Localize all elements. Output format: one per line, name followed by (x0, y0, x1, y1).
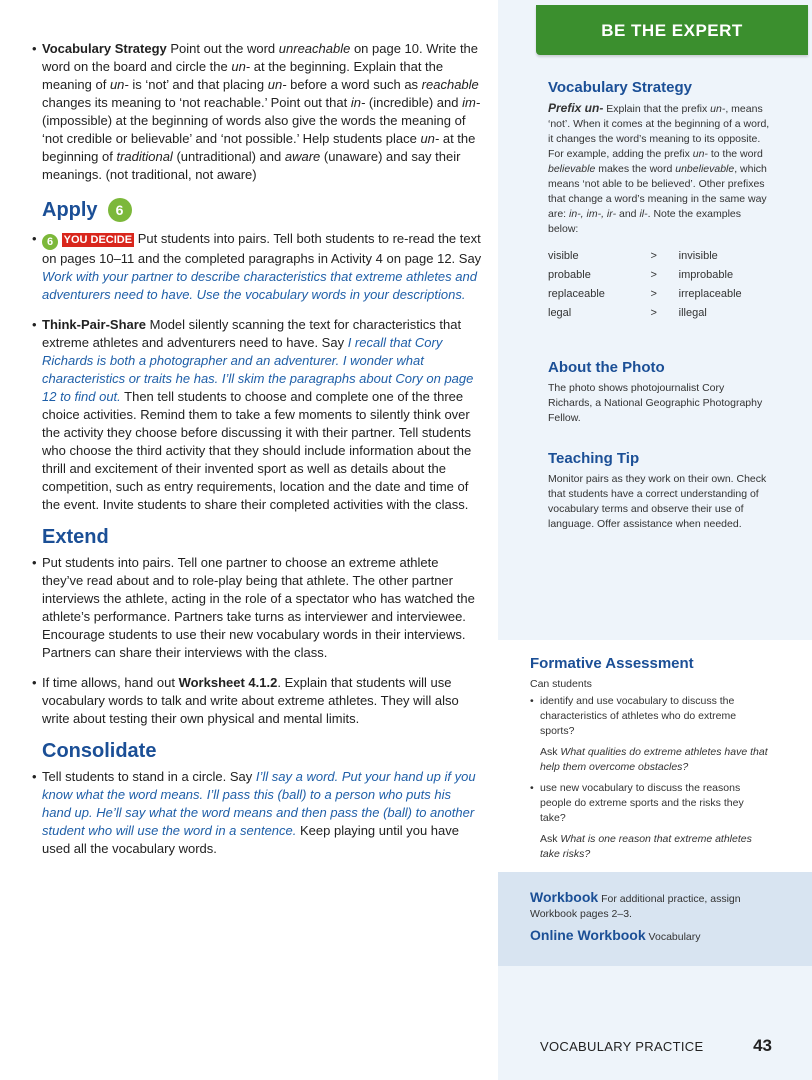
teacher-say-text: I’ll say a word. Put your hand up if you know what the word means. I’ll pass this (ball) to a person who puts his hand up. He’ll say what the word means and then pass the (ball) to another student who will use the word in a sentence. (42, 769, 476, 838)
table-row: legal > illegal (548, 307, 707, 319)
workbook-line: Workbook For additional practice, assign Workbook pages 2–3. (530, 889, 741, 920)
prefix-examples-table (548, 247, 768, 323)
you-decide-badge: YOU DECIDE (63, 234, 133, 246)
left-column (32, 40, 482, 870)
activity-number-badge: 6 (108, 198, 132, 222)
formative-bullet: • identify and use vocabulary to discuss the characteristics of athletes who do extreme sports? (530, 694, 770, 739)
about-the-photo-box (548, 360, 770, 426)
table-row: visible > invisible (548, 250, 718, 262)
table-row: probable > improbable (548, 269, 734, 281)
teaching-tip-text: Monitor pairs as they work on their own. Check that students have a correct understanding of vocabulary terms and observe their use of language. Offer assistance when needed. (548, 473, 767, 530)
consolidate-bullet: • Tell students to stand in a circle. Say I’ll say a word. Put your hand up if you know what the word means. I’ll pass this (ball) to a person who puts his hand up. He’ll say what the word means and then pass the (ball) to another student who will use the word in a sentence. Keep playing until you have used all the vocabulary words. (32, 768, 482, 858)
apply-heading: Apply 6 (42, 198, 482, 222)
consolidate-heading: Consolidate (42, 740, 157, 762)
section-label: VOCABULARY PRACTICE (540, 1039, 704, 1054)
formative-ask: Ask What qualities do extreme athletes have that help them overcome obstacles? (540, 746, 768, 773)
extend-bullet-worksheet: • If time allows, hand out Worksheet 4.1.2. Explain that students will use vocabulary words to talk and write about extreme athletes. They will also write about testing their own physical and mental limits. (32, 674, 482, 728)
activity-number-icon: 6 (42, 234, 58, 250)
teacher-say-text: I recall that Cory Richards is both a photographer and an adventurer. I wonder what characteristics or traits he has. I’ll skim the paragraphs about Cory on page 12 to find out. (42, 335, 474, 404)
vocabulary-strategy-box (548, 80, 770, 323)
page-number: 43 (753, 1036, 772, 1055)
formative-ask: Ask What is one reason that extreme athletes take risks? (540, 833, 752, 860)
teacher-say-text: Work with your partner to describe characteristics that extreme athletes and adventurers need to have. Use the vocabulary words in your descriptions. (42, 269, 477, 302)
extend-bullet-roleplay: • Put students into pairs. Tell one partner to choose an extreme athlete they’ve read about and to role-play being that athlete. The other partner interviews the athlete, acting in the role of a spectator who has watched the athlete’s performance. Partners take turns as interviewer and interviewee. Encourage students to use their new vocabulary words in their interviews. Partners can share their interviews with the class. (32, 554, 482, 662)
teaching-tip-box (548, 451, 770, 532)
prefix-explanation: Prefix un- Explain that the prefix un-, means ‘not’. When it comes at the beginning of a word, it changes the word’s meaning to its opposite. For example, adding the prefix un- to the word believable makes the word unbelievable, which means ‘not able to be believed’. Other prefixes that change a word’s meaning in the same way are: in-, im-, ir- and il-. Note the examples below: (548, 101, 770, 235)
formative-bullet: • use new vocabulary to discuss the reasons people do extreme sports and the risks they take? (530, 781, 770, 826)
formative-intro: Can students (530, 678, 592, 690)
online-workbook-line: Online Workbook Vocabulary (530, 927, 701, 943)
formative-assessment-heading: Formative Assessment (530, 655, 694, 672)
formative-assessment-box (530, 656, 770, 868)
workbook-box (530, 890, 780, 945)
page-footer (540, 1036, 772, 1056)
be-the-expert-tab: BE THE EXPERT (536, 5, 808, 55)
you-decide-bullet: • 6 YOU DECIDE Put students into pairs. Tell both students to re-read the text on pages 10–11 and the completed paragraphs in Activity 4 on page 12. Say Work with your partner to describe characteristics that extreme athletes and adventurers need to have. Use the vocabulary words in your descriptions. (32, 230, 482, 304)
about-the-photo-heading: About the Photo (548, 359, 665, 376)
teaching-tip-heading: Teaching Tip (548, 450, 640, 467)
about-the-photo-text: The photo shows photojournalist Cory Richards, a National Geographic Photography Fellow. (548, 382, 763, 424)
table-row: replaceable > irreplaceable (548, 288, 742, 300)
vocabulary-strategy-heading: Vocabulary Strategy (548, 79, 692, 96)
vocabulary-strategy-bullet: • Vocabulary Strategy Point out the word unreachable on page 10. Write the word on the board and circle the un- at the beginning. Explain that the meaning of un- is ‘not’ and that placing un- before a word such as reachable changes its meaning to ‘not reachable.’ Point out that in- (incredible) and im- (impossible) at the beginning of words also give the words the meaning of ‘not credible or believable’ and ‘not possible.’ Help students place un- at the beginning of traditional (untraditional) and aware (unaware) and say their meanings. (not traditional, not aware) (32, 40, 482, 184)
think-pair-share-bullet: • Think-Pair-Share Model silently scanning the text for characteristics that extreme athletes and adventurers need to have. Say I recall that Cory Richards is both a photographer and an adventurer. I wonder what characteristics or traits he has. I’ll skim the paragraphs about Cory on page 12 to find out. Then tell students to choose and complete one of the three choice activities. Remind them to take a few moments to silently think over the activity they choose before discussing it with their partner. Tell students who choose the third activity that they should include information about the thrill and excitement of their invented sport as well as details about the competition, such as entry requirements, location and the date and time of the event. Invite students to share their completed activities with the class. (32, 316, 482, 514)
extend-heading: Extend (42, 526, 109, 548)
